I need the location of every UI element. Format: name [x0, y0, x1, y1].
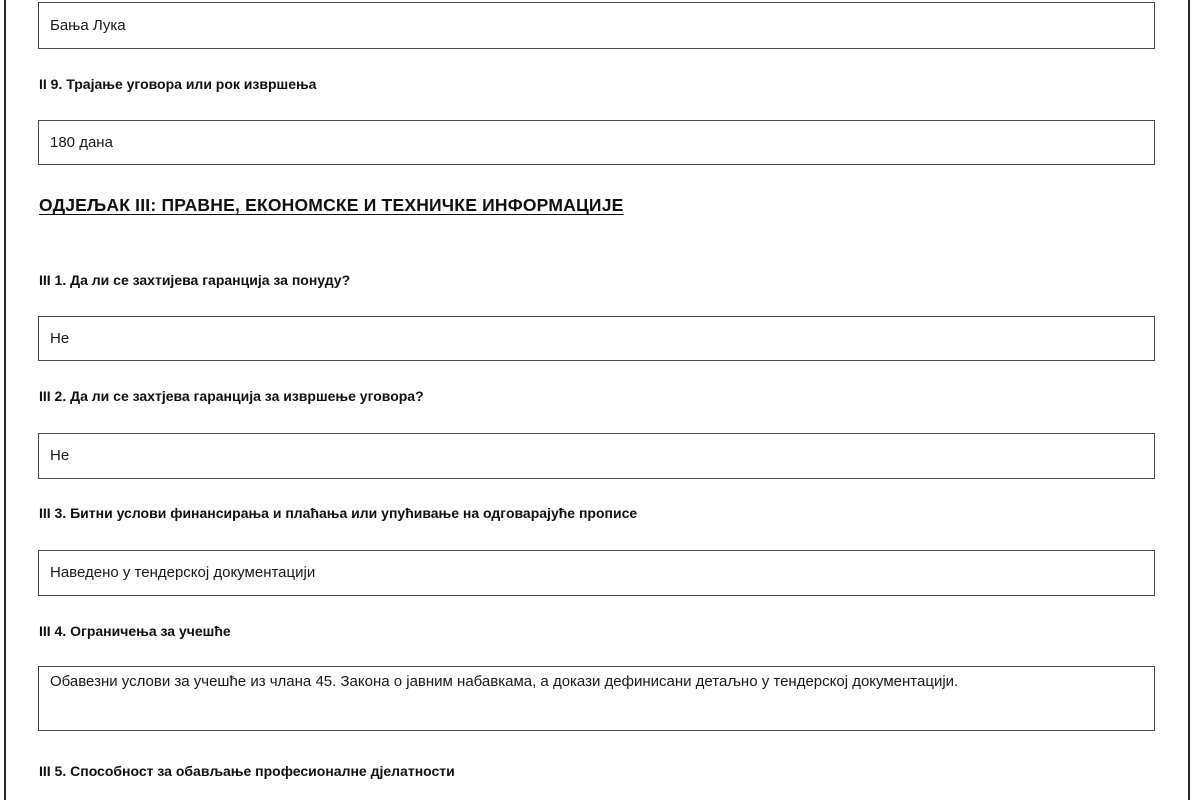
ii9-value: 180 дана: [50, 133, 113, 151]
iii2-label: III 2. Да ли се захтјева гаранција за извршење уговора?: [39, 388, 424, 404]
ii9-label: II 9. Трајање уговора или рок извршења: [39, 76, 317, 92]
iii3-value: Наведено у тендерској документацији: [50, 564, 316, 581]
iii4-label: III 4. Ограничења за учешће: [39, 623, 231, 639]
iii2-value: Не: [50, 447, 70, 464]
section-heading: ОДЈЕЉАК III: ПРАВНЕ, ЕКОНОМСКЕ И ТЕХНИЧКЕ ИНФОРМАЦИЈЕ: [39, 195, 624, 215]
iii4-field: [38, 666, 1155, 731]
iii3-label: III 3. Битни услови финансирања и плаћања или упућивање на одговарајуће прописе: [39, 505, 638, 521]
iii3-field: [38, 550, 1155, 596]
place-value: Бања Лука: [50, 16, 126, 34]
iii1-label: III 1. Да ли се захтијева гаранција за понуду?: [39, 272, 351, 288]
iii4-value: Обавезни услови за учешће из члана 45. Закона о јавним набавкама, а докази дефинисани детаљно у тендерској документацији.: [50, 673, 959, 690]
iii2-field: [38, 433, 1155, 479]
iii1-value: Не: [50, 329, 70, 347]
document-page: [4, 0, 1190, 800]
ii9-field: [38, 120, 1155, 165]
place-field: [38, 2, 1155, 49]
iii5-label: III 5. Способност за обављање професионалне дјелатности: [39, 763, 455, 779]
iii1-field: [38, 316, 1155, 361]
